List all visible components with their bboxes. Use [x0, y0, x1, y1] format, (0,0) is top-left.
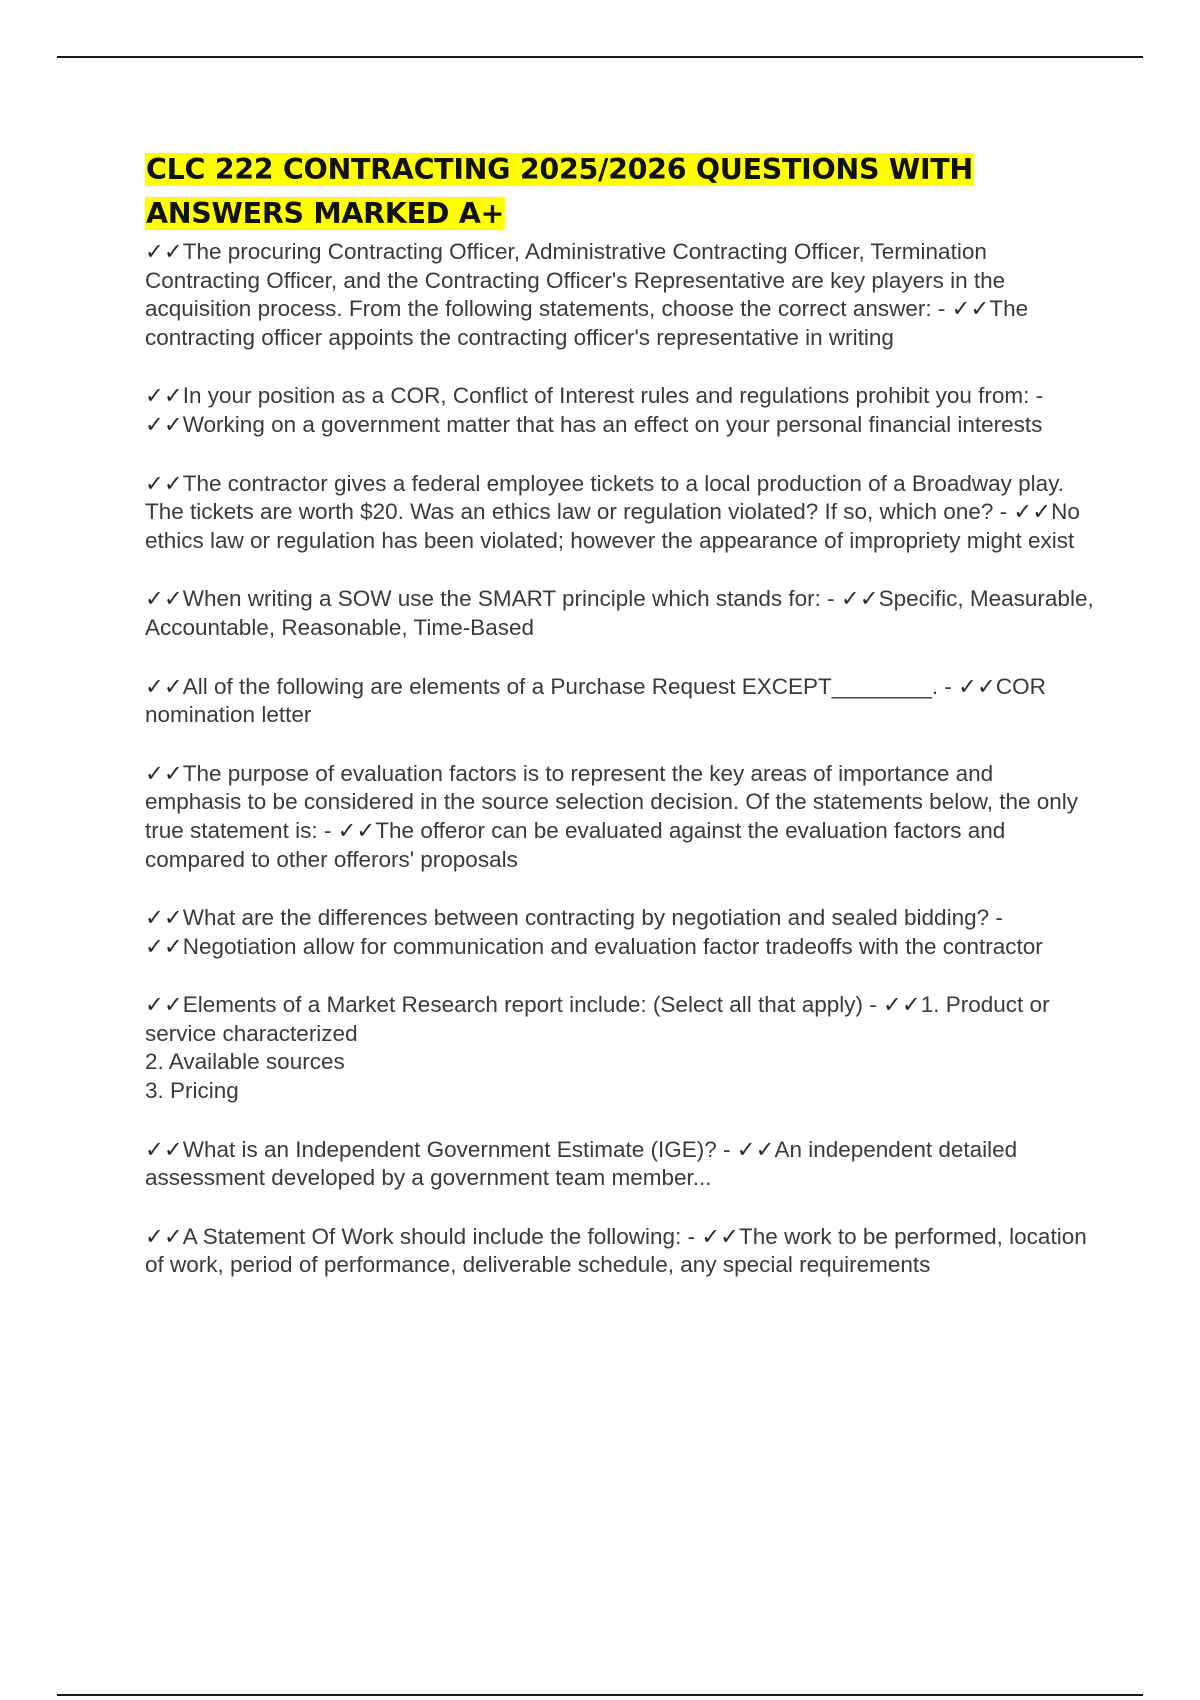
double-check-icon: ✓✓ — [736, 1136, 775, 1162]
answer-text: Working on a government matter that has an effect on your personal financial interests — [182, 411, 1043, 437]
double-check-icon: ✓✓ — [145, 383, 183, 409]
double-check-icon: ✓✓ — [883, 992, 921, 1018]
bottom-rule — [57, 1694, 1143, 1696]
document-title — [145, 148, 1095, 236]
qa-list — [145, 238, 1095, 1280]
answer-text: The contracting officer appoints the contracting officer's representative in writing — [145, 296, 1029, 350]
double-check-icon: ✓✓ — [145, 470, 183, 496]
qa-item — [145, 760, 1095, 874]
answer-text: The work to be performed, location of work, period of performance, deliverable schedule, any special requirements — [145, 1223, 1087, 1278]
double-check-icon: ✓✓ — [145, 905, 183, 931]
double-check-icon: ✓✓ — [145, 1136, 183, 1162]
qa-item — [145, 1136, 1095, 1193]
question-text: The purpose of evaluation factors is to represent the key areas of importance and emphasis to be considered in the source selection decision. Of the statements below, the only true statement is: - — [145, 760, 1079, 843]
question-text: All of the following are elements of a Purchase Request EXCEPT________. - — [182, 673, 959, 699]
answer-text: COR nomination letter — [145, 673, 1046, 728]
double-check-icon: ✓✓ — [1013, 499, 1052, 525]
double-check-icon: ✓✓ — [145, 1223, 183, 1249]
double-check-icon: ✓✓ — [840, 586, 879, 612]
answer-text: Specific, Measurable, Accountable, Reasonable, Time-Based — [145, 586, 1094, 640]
double-check-icon: ✓✓ — [145, 411, 183, 437]
answer-text: No ethics law or regulation has been violated; however the appearance of impropriety might exist — [145, 499, 1080, 553]
double-check-icon: ✓✓ — [337, 817, 376, 843]
qa-item — [145, 904, 1095, 961]
answer-text: Negotiation allow for communication and evaluation factor tradeoffs with the contractor — [182, 933, 1043, 959]
question-text: What are the differences between contracting by negotiation and sealed bidding? - — [182, 905, 1003, 931]
qa-item — [145, 238, 1095, 352]
double-check-icon: ✓✓ — [145, 586, 183, 612]
question-text: A Statement Of Work should include the following: - — [182, 1223, 702, 1249]
question-text: What is an Independent Government Estimate (IGE)? - — [182, 1136, 737, 1162]
qa-item — [145, 673, 1095, 730]
qa-item — [145, 470, 1095, 556]
qa-item — [145, 1223, 1095, 1280]
question-text: The procuring Contracting Officer, Administrative Contracting Officer, Termination Contracting Officer, and the Contracting Officer's Representative are key players in the acquisition process. From the following statements, choose the correct answer: - — [145, 239, 1006, 322]
double-check-icon: ✓✓ — [958, 673, 996, 699]
highlighted-title-text: CLC 222 CONTRACTING 2025/2026 QUESTIONS WITH ANSWERS MARKED A+ — [146, 153, 973, 230]
double-check-icon: ✓✓ — [145, 760, 183, 786]
question-text: In your position as a COR, Conflict of Interest rules and regulations prohibit you from: - — [182, 383, 1044, 409]
double-check-icon: ✓✓ — [145, 673, 183, 699]
question-text: When writing a SOW use the SMART principle which stands for: - — [182, 586, 841, 612]
qa-item — [145, 382, 1095, 439]
double-check-icon: ✓✓ — [145, 992, 183, 1018]
qa-item — [145, 585, 1095, 642]
answer-text: 1. Product or service characterized 2. Available sources 3. Pricing — [145, 992, 1050, 1104]
question-text: Elements of a Market Research report include: (Select all that apply) - — [182, 992, 884, 1018]
answer-text: The offeror can be evaluated against the evaluation factors and compared to other offerors' proposals — [145, 817, 1006, 872]
top-rule — [57, 56, 1143, 58]
question-text: The contractor gives a federal employee tickets to a local production of a Broadway play. The tickets are worth $20. Was an ethics law or regulation violated? If so, which one? - — [145, 470, 1065, 525]
document-body — [145, 148, 1095, 1310]
double-check-icon: ✓✓ — [701, 1223, 740, 1249]
double-check-icon: ✓✓ — [145, 239, 183, 264]
qa-item — [145, 991, 1095, 1105]
double-check-icon: ✓✓ — [951, 296, 990, 322]
answer-text: An independent detailed assessment developed by a government team member... — [145, 1136, 1018, 1191]
double-check-icon: ✓✓ — [145, 933, 183, 959]
